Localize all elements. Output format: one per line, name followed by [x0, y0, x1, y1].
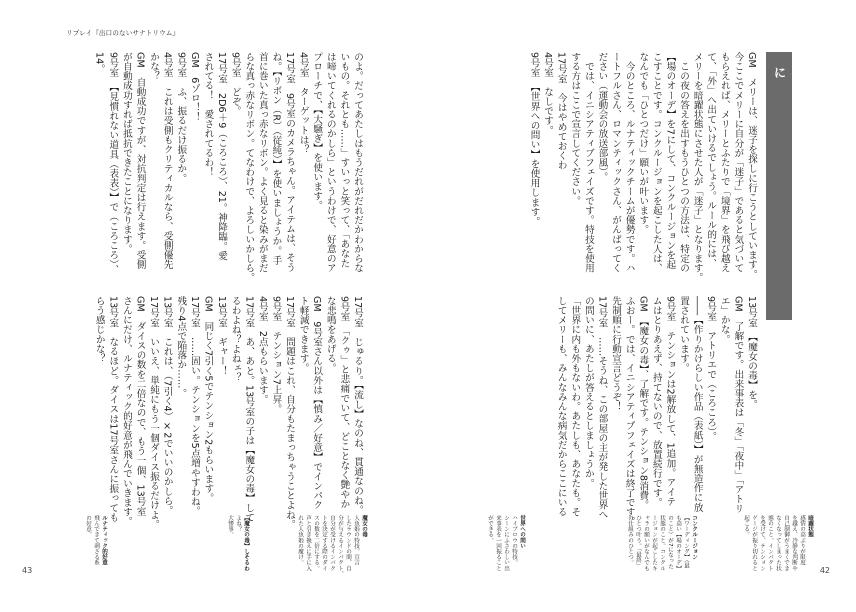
note-line: 人魚姫の特技。宣言	[353, 515, 359, 566]
text-line: プローチで、【大騒ぎ】を使います。	[311, 52, 323, 211]
note-line: シーンにふさわしい出	[503, 515, 509, 571]
text-line: の問いに、あたしが答えるとしましょうか。	[582, 296, 594, 488]
text-line: する方はここで宣言してください。	[569, 52, 581, 206]
text-line: ートフルさん、ロマンティックさん、がんばってく	[610, 52, 622, 273]
text-line: 4号室 なしです。	[542, 52, 554, 135]
text-line: 13号室 【魔女の毒】を。	[746, 296, 757, 410]
text-line: 9号室 ふ、振るだけ振るか。	[175, 52, 187, 183]
text-line: 9号室 テンション7上昇。	[270, 296, 282, 414]
note-heading: 暗躍状態	[807, 515, 813, 538]
text-line: 4号室 ターゲットは？	[297, 52, 309, 155]
text-line: 4号室 これは受側もクリティカルなら、受側優先	[161, 52, 173, 270]
note-line: 分が与えるインパクト、	[337, 515, 343, 577]
note-line: スの数を二倍にする。	[313, 515, 319, 571]
note-line: 飛んできて刺さる系	[93, 515, 99, 566]
note-line: 来事表を一回振ること	[495, 515, 501, 571]
text-line: 17号室 じゅるり。【流し】なのね、貫通なのね。	[352, 296, 363, 515]
text-line: 今のところ、ルナティックチームが優勢です。ハ	[623, 52, 635, 273]
text-line: 17号室 2D6＋9（ころころ）、21。神降臨。愛	[216, 52, 228, 261]
right-upper-text	[458, 52, 758, 284]
note-line: 自己制御がうまくでき	[783, 515, 789, 571]
text-line: さんにだけ、ルナティック的好意が飛んでいきます。	[120, 296, 132, 527]
text-line: メリーを暗躍状態にさせた人が「迷子」となります。	[691, 52, 703, 283]
note-line: 起こる。	[743, 515, 749, 538]
page-number-left: 43	[22, 566, 33, 575]
note-line: ゲージが振り切れると	[751, 515, 757, 571]
note-line: したラウンドの間、自	[345, 515, 351, 571]
sidenote-majo-no-doku-comment	[224, 515, 250, 577]
text-line: らう感じかな？	[93, 296, 105, 364]
text-line: ふおー。では、イニシアティブフェイズは終了です。	[623, 296, 635, 527]
text-line: 「世界に内も外もないわ。あたしも、あなたも。そ	[569, 296, 581, 517]
note-line: ージョンが起こしたキ	[651, 515, 657, 571]
text-line: 17号室 今はやめておくわ	[555, 52, 567, 170]
text-line: ださい（運動会の放送部風）。	[596, 52, 608, 182]
text-line: こすことです。コンクルージョンを起こした人は、	[650, 52, 662, 273]
note-heading: コンクルージョン	[691, 515, 697, 560]
note-line: れた人魚姫の魔け。	[297, 515, 303, 566]
text-line: 17号室 ……そうね、この部屋の主が発した世界へ	[596, 296, 608, 520]
text-line: なんでも「ひとつだけ」願いが叶います。	[637, 52, 649, 235]
note-line: 態のこと。インパクト	[767, 515, 773, 571]
sidenote-conclusion	[624, 515, 698, 577]
text-line: 13号室 これは、（7引く4）×2でいいのかしら。	[161, 296, 173, 516]
text-line: るわよね？よねェ？	[229, 296, 241, 383]
text-line: な悲鳴をあげる。	[324, 296, 336, 373]
note-line: ハイプロウの特技。	[511, 515, 517, 566]
left-lower-text	[64, 296, 364, 528]
text-line: いもの。それとも……」すいっと笑って、「あなた	[338, 52, 350, 268]
note-line: ひとつ叶う。「最終」	[635, 515, 641, 569]
text-line: もらえれば、メリーとふたりで「境界」を飛び越え	[718, 52, 730, 273]
text-line: て、「外」へ出ていけるでしょう。ルール的には、	[705, 52, 717, 268]
text-line: 9号室 テンションは2解放して、1追加。アイテ	[664, 296, 676, 507]
sidenote-lunatic-koui	[82, 515, 108, 577]
note-line: トを決定する際のダイ	[321, 515, 327, 571]
text-line: 4号室 2点もらいます。	[256, 296, 268, 405]
note-heading: 【魔女の毒】しそるわ	[243, 515, 249, 571]
note-line: 大惨事。	[227, 515, 233, 538]
text-line: では、イニシアティブフェイズです。特技を使用	[582, 52, 594, 273]
text-line: 先制順に行動宣言どうぞ！	[610, 296, 622, 412]
note-line: 感情の高ぶりが限度	[799, 515, 805, 566]
text-line: GM 自動成功ですが、対抗判定は行えます。受側	[134, 52, 146, 270]
text-line: 13号室 ギャー！	[216, 296, 228, 376]
sidenote-sekai-eno-toi	[486, 515, 526, 577]
text-line: 9号室 「クゥ」と悲痛でいて、どことなく艶やか	[338, 296, 350, 509]
text-line: は啼いてくれるのかしら」というわけで、好意のア	[324, 52, 336, 273]
text-line: この夜の答えを出すもうひとつの方法は、特定の	[678, 52, 690, 273]
text-line: らな真っ赤なリボン。てなわけで、よろしいかしら。	[243, 52, 255, 283]
text-line: 【場のオーデ】を7にして、コンクルージョンを起	[664, 52, 676, 270]
text-line: 17号室 いいえ、単純にもう一個ダイス振るだけよ。	[148, 296, 160, 530]
text-line: エ」かな。	[718, 296, 730, 344]
note-line: の仕組みのひとつ。	[627, 515, 633, 566]
text-line: 9号室 どぞ。	[229, 52, 241, 116]
text-line: 13号室 なるほど。ダイスは17号室さんに振っても	[107, 296, 119, 523]
note-heading: 魔女の毒	[361, 515, 367, 538]
right-lower-text	[554, 296, 758, 528]
text-line: GM メリーは、迷子を探しに行こうとしています。	[746, 52, 757, 279]
sidenote-anyaku-joutai	[742, 515, 814, 577]
text-line: 17号室 ……固い。テンションを5点増やすわね。	[188, 296, 200, 516]
text-line: してメリーも、みんなみんな病気だからここにいる	[555, 296, 567, 517]
text-line: ――【作りかけらしい作品（表紙）】が無造作に放	[691, 296, 703, 512]
page-number-right: 42	[819, 566, 830, 575]
note-line: のこと）が7になった	[667, 515, 673, 569]
text-line: GM ダイスの数を二倍なので、もう一個、13号室	[134, 296, 146, 516]
text-line: 14。	[93, 52, 105, 74]
chapter-title: 再現部――みんないなくなればいいのに	[772, 66, 805, 313]
text-line: GM 【魔女の毒】、了解です。テンション8消費。	[637, 296, 649, 510]
note-line: ができる。	[487, 515, 493, 543]
text-line: 首に巻いた真っ赤なリボン。よく見ると染みがまだ	[256, 52, 268, 273]
text-line: GM 9号室さん以外は【慎み／好意】でインパク	[311, 296, 323, 510]
note-line: の好意。	[85, 515, 91, 538]
text-line: ト軽減できます。	[297, 296, 309, 373]
text-line: 17号室 9号室のカメラちゃん。アイテムは、そう	[284, 52, 296, 272]
text-line: GM 了解です。出来事表は「冬」「夜中」「アトリ	[732, 296, 744, 514]
text-line: GM 6ゾロ！！	[188, 52, 200, 122]
note-line: を受けて、テンション	[759, 515, 765, 571]
page-right	[428, 0, 856, 612]
note-line: ャラの願いがなんでも	[643, 515, 649, 571]
text-line: 置されています。	[678, 296, 690, 373]
note-line: 【ワーディング】（最	[683, 515, 689, 569]
text-line: 残り4点で陥落か……。	[175, 296, 187, 399]
text-line: 9号室 【世界への問い】を使用します。	[528, 52, 540, 227]
note-line: 状態のこと。コンクル	[659, 515, 665, 571]
text-line: ね。【リボン（R）（従純）】を使いましょうか。手	[270, 52, 282, 266]
sidenote-majo-no-doku	[297, 515, 368, 577]
text-line: かな？	[148, 52, 160, 81]
text-line: 17号室 問題はこれ、自分もたまっちゃうことよね。	[284, 296, 296, 530]
text-line: ムはとりあえず、持てないので、放置続行です。	[650, 296, 662, 508]
text-line: GM 同じく7引く5でテンション2もらいます。	[202, 296, 214, 503]
text-line: されてる！ 愛されてるわ！	[202, 52, 214, 177]
left-upper-text	[64, 52, 364, 284]
note-line: 声と引き換えに手に入	[305, 515, 311, 571]
text-line: が自動成功すれば抵抗できたことになります。	[120, 52, 132, 254]
note-line: 自分が受けるインパク	[329, 515, 335, 571]
note-line: なくなってしまった状	[775, 515, 781, 571]
text-line: 今ここでメリーに自分が「迷子」であると気づいて	[732, 52, 744, 273]
text-line: のよ。だってあたしはもうだれがだれだかわからな	[352, 52, 363, 273]
note-heading: ルナティック的好意	[101, 515, 107, 566]
text-line: 9号室 【見慣れない道具（表表）】で（ころころ）、	[107, 52, 119, 275]
note-line: も高い【場のオーデ】	[675, 515, 681, 571]
note-line: よね？	[235, 515, 241, 532]
note-line: を越え、冷静な判断や	[791, 515, 797, 571]
text-line: 17号室 あ、あと。13号室の子は【魔女の毒】して	[243, 296, 255, 523]
chapter-title-band	[766, 52, 805, 320]
running-head: リプレイ『出口のないサナトリウム』	[66, 29, 180, 37]
text-line: 9号室 アトリエで（ころころ）。	[705, 296, 717, 442]
note-heading: 世界への問い	[519, 515, 525, 549]
